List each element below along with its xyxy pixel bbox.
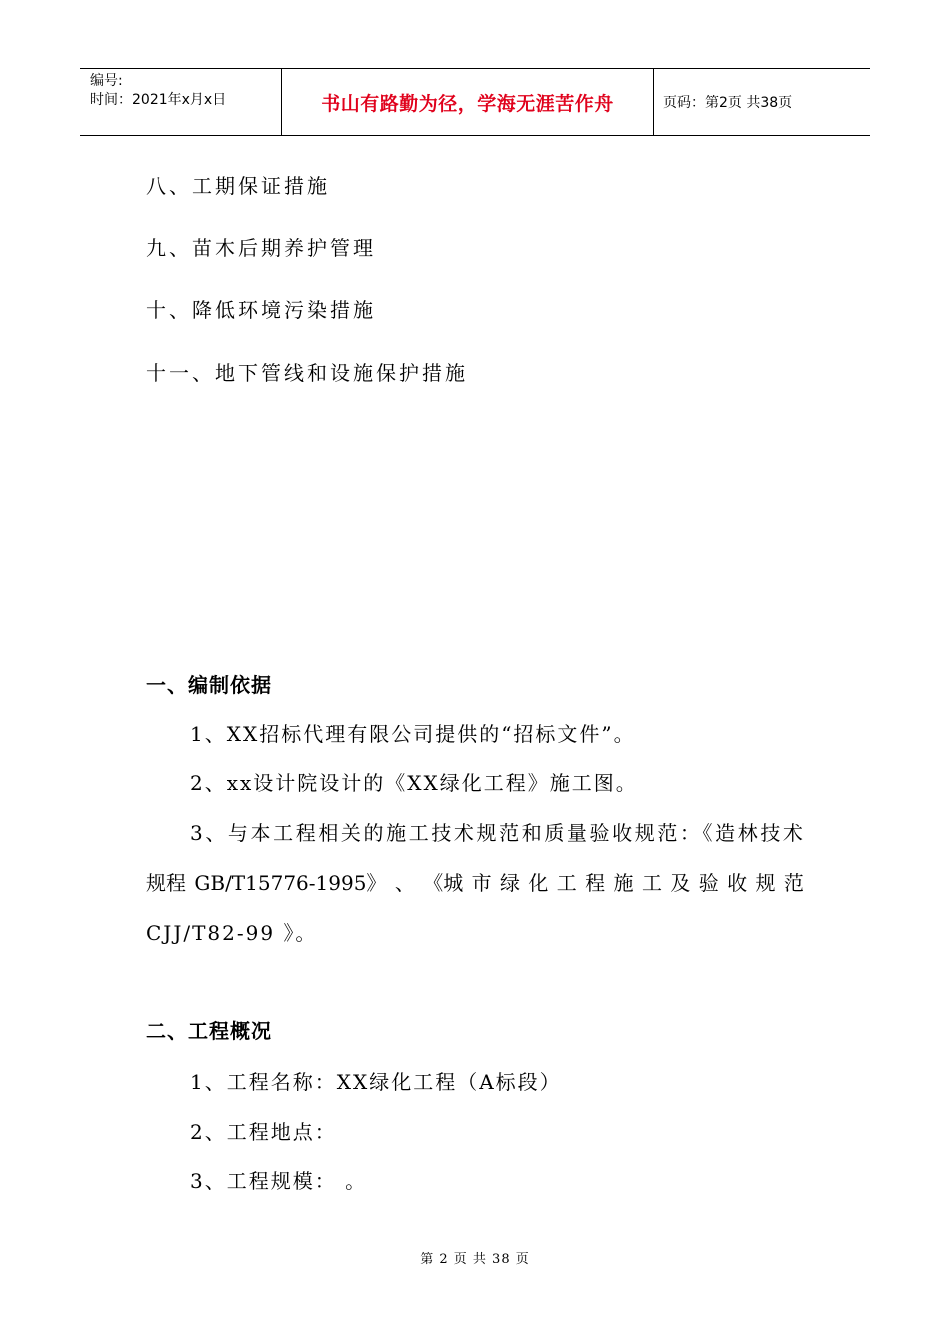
justified-word: 《城 — [423, 871, 464, 895]
justified-word: 及 — [670, 871, 691, 895]
justified-word: 绿 — [499, 871, 520, 895]
toc-item: 八、工期保证措施 — [146, 174, 330, 198]
toc-item: 九、苗木后期养护管理 — [146, 236, 376, 260]
justified-word: 施 — [613, 871, 634, 895]
header-meta — [80, 69, 281, 135]
justified-word: GB/T15776-1995》 — [194, 871, 387, 895]
justified-word: 收 — [727, 871, 748, 895]
toc-item: 十、降低环境污染措施 — [146, 298, 376, 322]
paragraph: CJJ/T82-99 》。 — [146, 921, 318, 945]
paragraph: 3、与本工程相关的施工技术规范和质量验收规范：《造林技术 — [190, 821, 806, 845]
justified-word: 规 — [755, 871, 776, 895]
paragraph: 3、工程规模： 。 — [190, 1169, 368, 1193]
justified-word: 规程 — [146, 871, 186, 895]
header-page-info: 页码：第2页 共38页 — [663, 95, 793, 111]
justified-word: 工 — [556, 871, 577, 895]
justified-word: 、 — [394, 871, 415, 895]
paragraph-justified-line — [146, 871, 804, 895]
document-number: 编号: — [90, 73, 123, 89]
paragraph: 2、工程地点： — [190, 1120, 337, 1144]
justified-word: 工 — [641, 871, 662, 895]
toc-item: 十一、地下管线和设施保护措施 — [146, 361, 468, 385]
page-footer: 第 2 页 共 38 页 — [420, 1252, 530, 1267]
paragraph: 1、工程名称：XX绿化工程（A标段） — [190, 1070, 562, 1094]
paragraph: 1、XX招标代理有限公司提供的“招标文件”。 — [190, 722, 636, 746]
header-motto: 书山有路勤为径，学海无涯苦作舟 — [281, 69, 654, 135]
justified-word: 验 — [698, 871, 719, 895]
paragraph: 2、xx设计院设计的《XX绿化工程》施工图。 — [190, 771, 638, 795]
justified-word: 化 — [528, 871, 549, 895]
justified-word: 程 — [585, 871, 606, 895]
document-date: 时间：2021年x月x日 — [90, 92, 227, 108]
justified-word: 市 — [471, 871, 492, 895]
page-header — [80, 68, 870, 136]
section-title: 一、编制依据 — [146, 673, 272, 697]
section-title: 二、工程概况 — [146, 1019, 272, 1043]
justified-word: 范 — [783, 871, 804, 895]
